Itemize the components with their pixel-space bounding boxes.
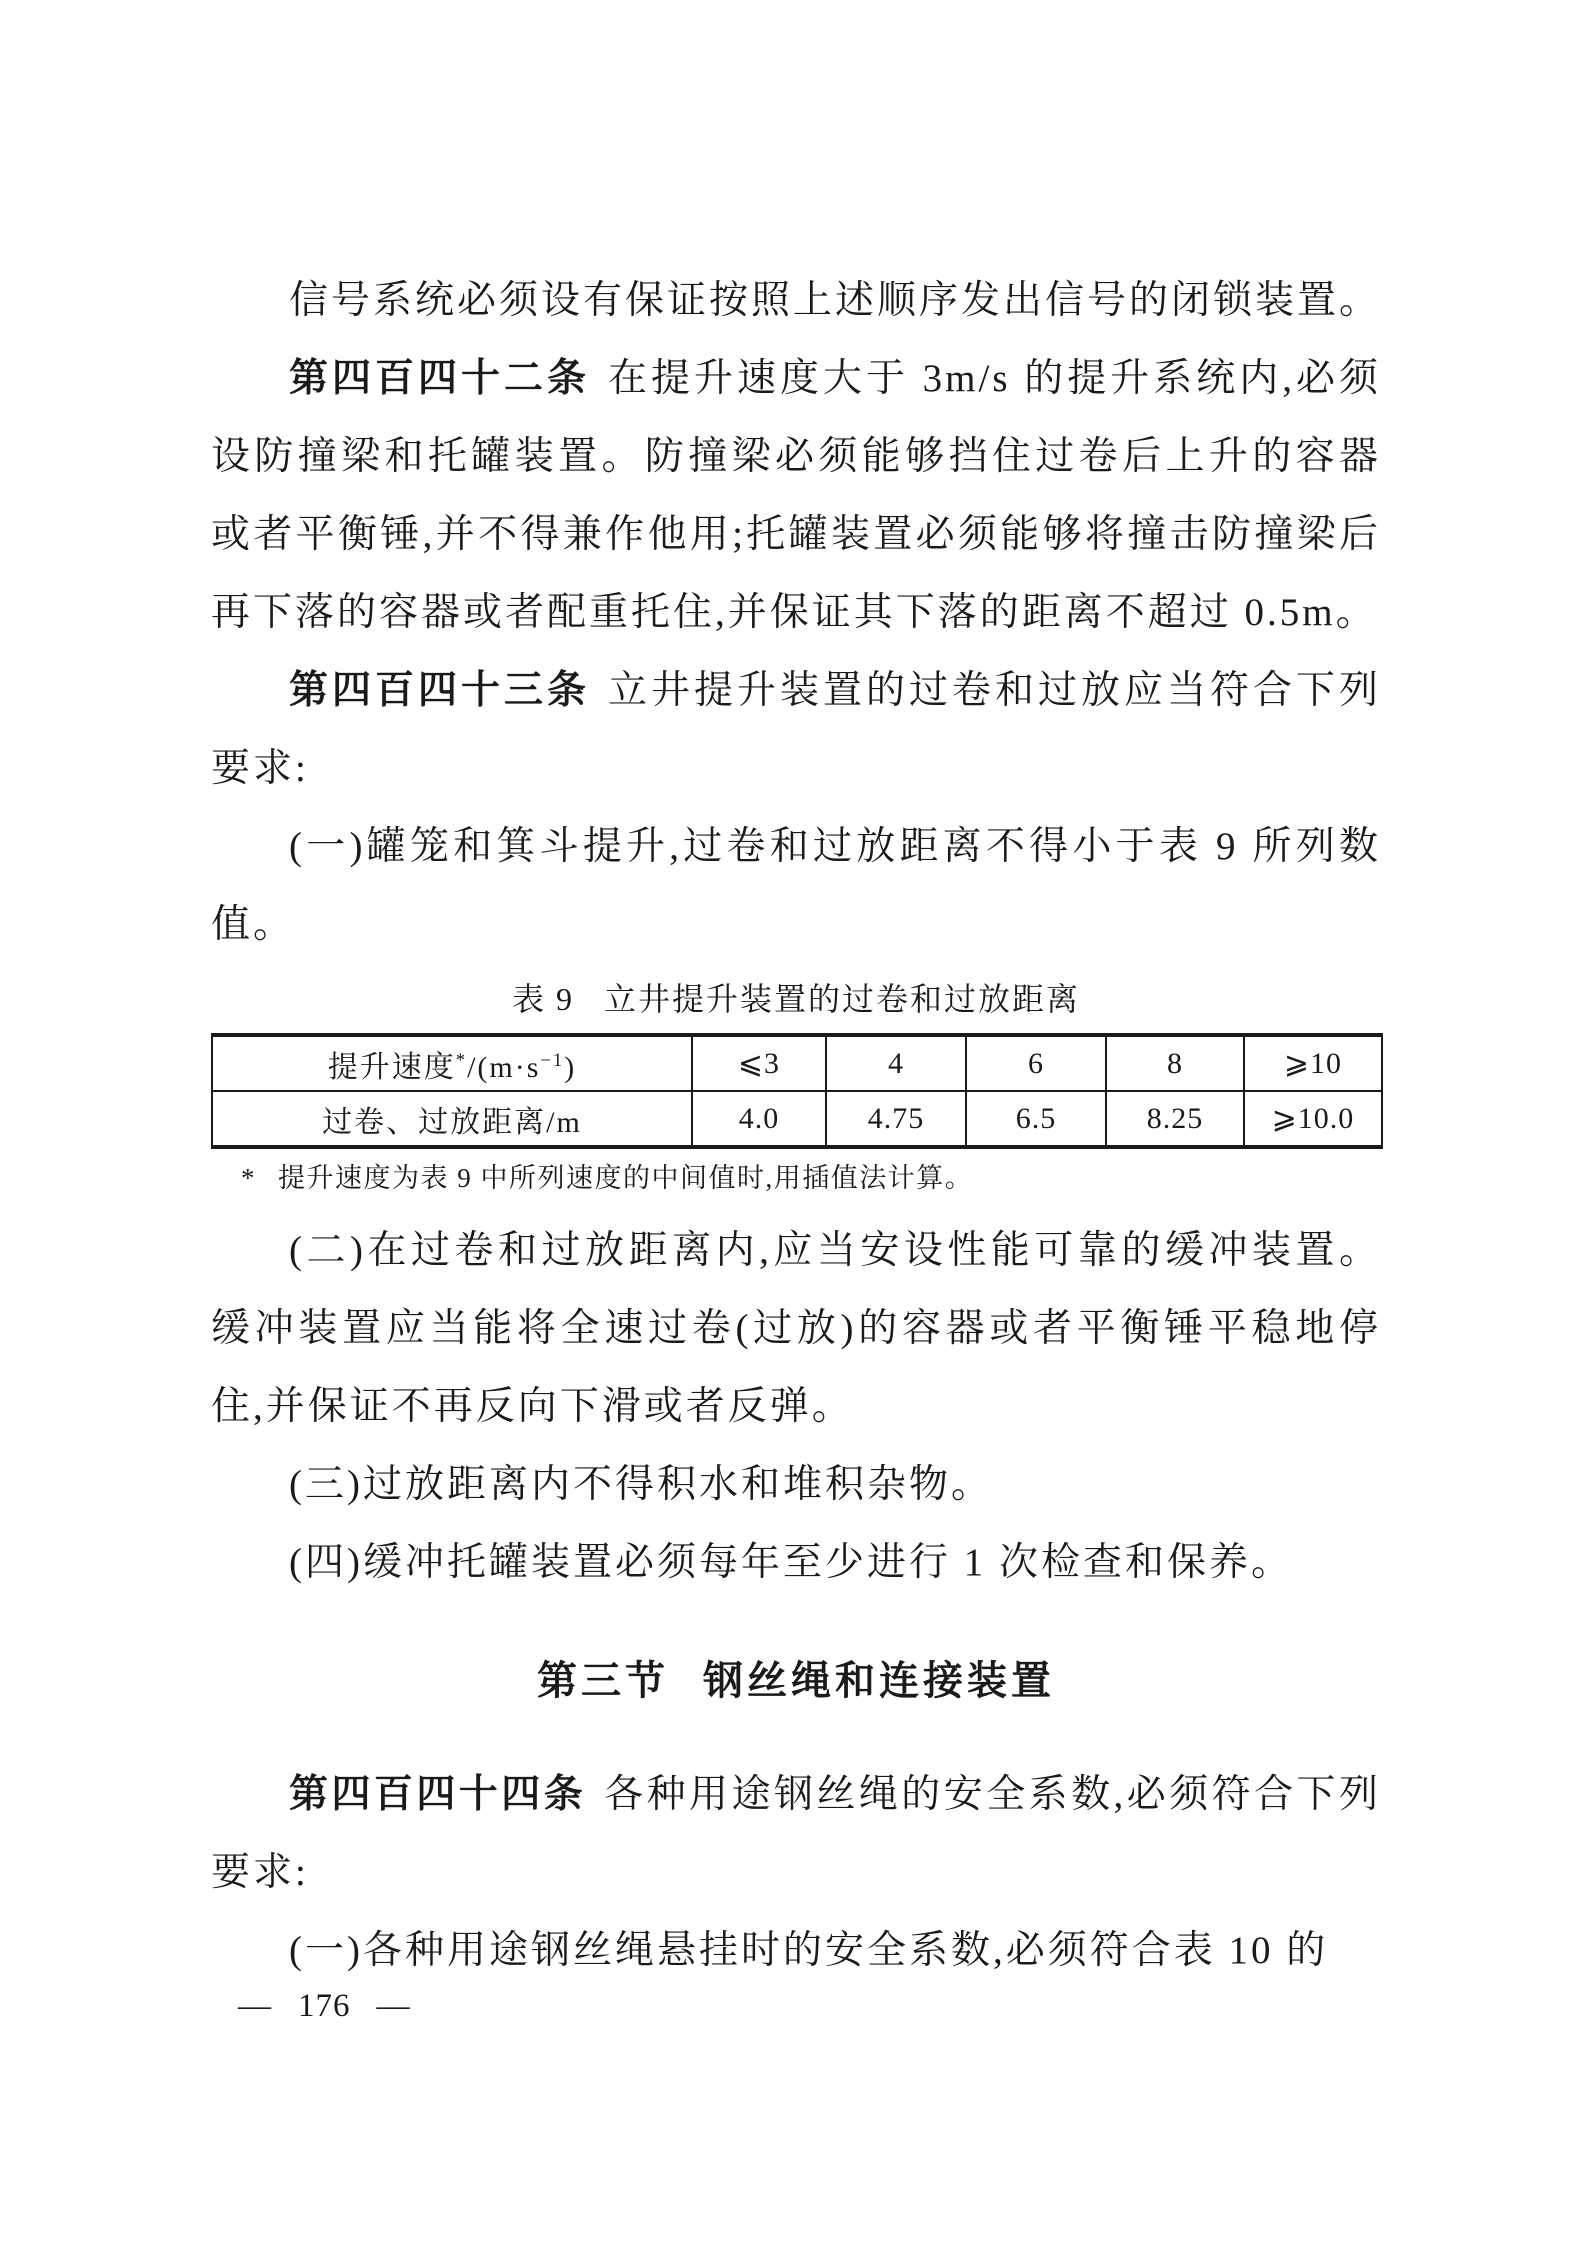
header-label-exponent: −1: [540, 1049, 565, 1071]
table9-footnote: [241, 1158, 1381, 1198]
paragraph-text: 信号系统必须设有保证按照上述顺序发出信号的闭锁装置。: [289, 279, 1382, 322]
paragraph-text: 在提升速度大于 3m/s 的提升系统内,必须设防撞梁和托罐装置。防撞梁必须能够挡住过卷后上升的容器或者平衡锤,并不得兼作他用;托罐装置必须能够将撞击防撞梁后再下落的容器或者配重托住,并保证其下落的距离不超过 0.5m。: [211, 357, 1381, 634]
table-row: [212, 1091, 1382, 1147]
page-content: [211, 0, 1381, 1990]
paragraph-item-3: [211, 1446, 1381, 1524]
table9-distance-value: 4.0: [692, 1091, 826, 1147]
paragraph-text: 各种用途钢丝绳的安全系数,必须符合下列要求:: [211, 1773, 1381, 1894]
page-number: 176: [298, 1988, 351, 2024]
paragraph-article-444: [211, 1756, 1381, 1912]
paragraph-text: 立井提升装置的过卷和过放应当符合下列要求:: [211, 669, 1381, 790]
table9-speed-value: ⩾10: [1244, 1035, 1382, 1091]
table9-header-label: [212, 1035, 692, 1091]
section-heading: [211, 1642, 1381, 1720]
footnote-text: 提升速度为表 9 中所列速度的中间值时,用插值法计算。: [278, 1163, 974, 1193]
paragraph-signal-interlock: [211, 262, 1381, 340]
table9-title-text: 立井提升装置的过卷和过放距离: [604, 981, 1081, 1017]
header-label-star: *: [455, 1049, 468, 1071]
section-title: 钢丝绳和连接装置: [703, 1659, 1055, 1703]
table9-speed-value: 4: [826, 1035, 966, 1091]
paragraph-article-442: [211, 340, 1381, 652]
header-label-main: 提升速度: [327, 1050, 456, 1084]
paragraph-text: (三)过放距离内不得积水和堆积杂物。: [289, 1463, 993, 1506]
paragraph-text: (二)在过卷和过放距离内,应当安设性能可靠的缓冲装置。缓冲装置应当能将全速过卷(过放)的容器或者平衡锤平稳地停住,并保证不再反向下滑或者反弹。: [211, 1229, 1381, 1428]
page-footer: [238, 1988, 411, 2025]
table9-distance-value: ⩾10.0: [1244, 1091, 1382, 1147]
footnote-asterisk: *: [241, 1163, 256, 1193]
section-number: 第三节: [537, 1659, 669, 1703]
footer-dash-left: —: [238, 1988, 272, 2024]
table9-distance-value: 6.5: [966, 1091, 1106, 1147]
paragraph-item-1: [211, 808, 1381, 964]
footer-dash-right: —: [376, 1988, 411, 2024]
paragraph-item-4: [211, 1524, 1381, 1602]
table9-distance-value: 8.25: [1106, 1091, 1244, 1147]
paragraph-item-2: [211, 1212, 1381, 1446]
article-number-444: 第四百四十四条: [289, 1773, 587, 1816]
article-number-443: 第四百四十三条: [289, 669, 590, 712]
header-label-unit: /(m·s: [467, 1050, 541, 1084]
paragraph-item-5: [211, 1912, 1381, 1990]
table9-speed-value: 6: [966, 1035, 1106, 1091]
header-label-end: ): [564, 1050, 577, 1084]
table9-speed-value: 8: [1106, 1035, 1244, 1091]
table9-distance-label: 过卷、过放距离/m: [212, 1091, 692, 1147]
paragraph-text: (一)罐笼和箕斗提升,过卷和过放距离不得小于表 9 所列数值。: [211, 825, 1381, 946]
table9-speed-value: ⩽3: [692, 1035, 826, 1091]
table9: [211, 1033, 1383, 1149]
table-row: [212, 1035, 1382, 1091]
paragraph-text: (四)缓冲托罐装置必须每年至少进行 1 次检查和保养。: [289, 1541, 1293, 1584]
table9-title-label: 表 9: [511, 981, 574, 1017]
article-number-442: 第四百四十二条: [289, 357, 590, 400]
table9-title: [211, 975, 1381, 1023]
table9-block: [211, 975, 1381, 1198]
table9-distance-value: 4.75: [826, 1091, 966, 1147]
paragraph-article-443: [211, 652, 1381, 808]
paragraph-text: (一)各种用途钢丝绳悬挂时的安全系数,必须符合表 10 的: [289, 1929, 1329, 1972]
